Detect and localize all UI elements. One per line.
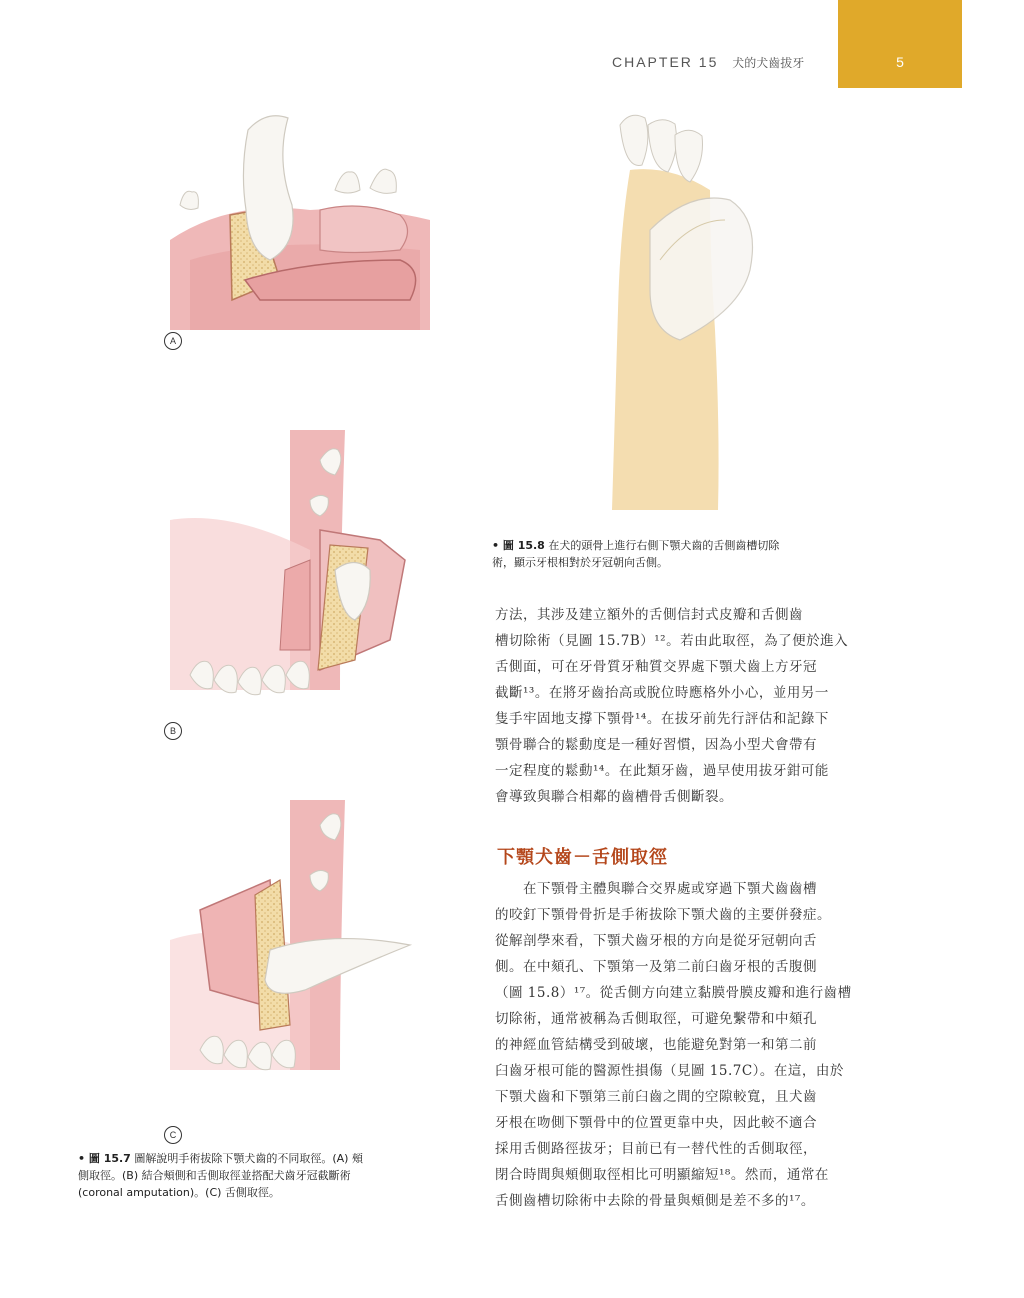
p2-line: 側。在中頦孔、下顎第一及第二前臼齒牙根的舌腹側 [495, 959, 817, 975]
figure-label-a: A [164, 332, 182, 350]
p2-line: 從解剖學來看，下顎犬齒牙根的方向是從牙冠朝向舌 [495, 933, 817, 949]
p2-line: 牙根在吻側下顎骨中的位置更靠中央，因此較不適合 [495, 1115, 817, 1131]
p1-line: 舌側面，可在牙骨質牙釉質交界處下顎犬齒上方牙冠 [495, 659, 817, 675]
p2-line: （圖 15.8）¹⁷。從舌側方向建立黏膜骨膜皮瓣和進行齒槽 [495, 985, 852, 1001]
page-number-tab [838, 0, 962, 88]
p2-line: 臼齒牙根可能的醫源性損傷（見圖 15.7C）。在這，由於 [495, 1063, 844, 1079]
caption-15-7-line3: (coronal amputation)。(C) 舌側取徑。 [78, 1186, 280, 1199]
running-header [612, 54, 804, 71]
p2-line: 下顎犬齒和下顎第三前臼齒之間的空隙較寬，且犬齒 [495, 1089, 817, 1105]
chapter-label: CHAPTER 15 [612, 54, 719, 70]
p1-line: 隻手牢固地支撐下顎骨¹⁴。在拔牙前先行評估和記錄下 [495, 711, 829, 727]
p1-line: 截斷¹³。在將牙齒抬高或脫位時應格外小心，並用另一 [495, 685, 829, 701]
figure-15-7b-illustration [170, 430, 440, 720]
figure-15-8-illustration [590, 110, 790, 510]
p1-line: 顎骨聯合的鬆動度是一種好習慣，因為小型犬會帶有 [495, 737, 817, 753]
p2-line: 的神經血管結構受到破壞，也能避免對第一和第二前 [495, 1037, 817, 1053]
p2-line: 切除術，通常被稱為舌側取徑，可避免繫帶和中頦孔 [495, 1011, 817, 1027]
caption-15-7-text-1: 圖解說明手術拔除下顎犬齒的不同取徑。(A) 頰 [134, 1152, 363, 1165]
caption-15-8-line1 [492, 537, 932, 554]
p1-line: 會導致與聯合相鄰的齒槽骨舌側斷裂。 [495, 789, 733, 805]
section-heading: 下顎犬齒－舌側取徑 [497, 847, 668, 868]
p2-line: 的咬釘下顎骨骨折是手術拔除下顎犬齒的主要併發症。 [495, 907, 831, 923]
figure-label-c: C [164, 1126, 182, 1144]
figure-15-7c-illustration [170, 800, 440, 1100]
page-number: 5 [896, 54, 904, 70]
chapter-title: 犬的犬齒拔牙 [732, 56, 805, 70]
p2-line: 閉合時間與頰側取徑相比可明顯縮短¹⁸。然而，通常在 [495, 1167, 829, 1183]
caption-15-8-number: • 圖 15.8 [492, 539, 545, 552]
figure-15-8-caption [492, 537, 932, 571]
caption-15-7-line2: 側取徑。(B) 結合頰側和舌側取徑並搭配犬齒牙冠截斷術 [78, 1169, 351, 1182]
p2-line: 採用舌側路徑拔牙；目前已有一替代性的舌側取徑， [495, 1141, 817, 1157]
caption-15-8-text-1: 在犬的頭骨上進行右側下顎犬齒的舌側齒槽切除 [548, 539, 780, 552]
p1-line: 一定程度的鬆動¹⁴。在此類牙齒，過早使用拔牙鉗可能 [495, 763, 829, 779]
figure-15-7-caption [78, 1150, 438, 1201]
body-paragraph-1 [495, 602, 895, 810]
p1-line: 方法，其涉及建立額外的舌側信封式皮瓣和舌側齒 [495, 607, 803, 623]
p2-line: 在下顎骨主體與聯合交界處或穿過下顎犬齒齒槽 [523, 881, 817, 897]
caption-15-7-number: • 圖 15.7 [78, 1152, 131, 1165]
figure-label-b: B [164, 722, 182, 740]
figure-15-7a-illustration [170, 110, 440, 330]
p2-line: 舌側齒槽切除術中去除的骨量與頰側是差不多的¹⁷。 [495, 1193, 815, 1209]
caption-15-8-line2: 術，顯示牙根相對於牙冠朝向舌側。 [492, 556, 668, 569]
caption-15-7-line1 [78, 1150, 438, 1167]
p1-line: 槽切除術（見圖 15.7B）¹²。若由此取徑，為了便於進入 [495, 633, 849, 649]
body-paragraph-2 [495, 876, 895, 1214]
